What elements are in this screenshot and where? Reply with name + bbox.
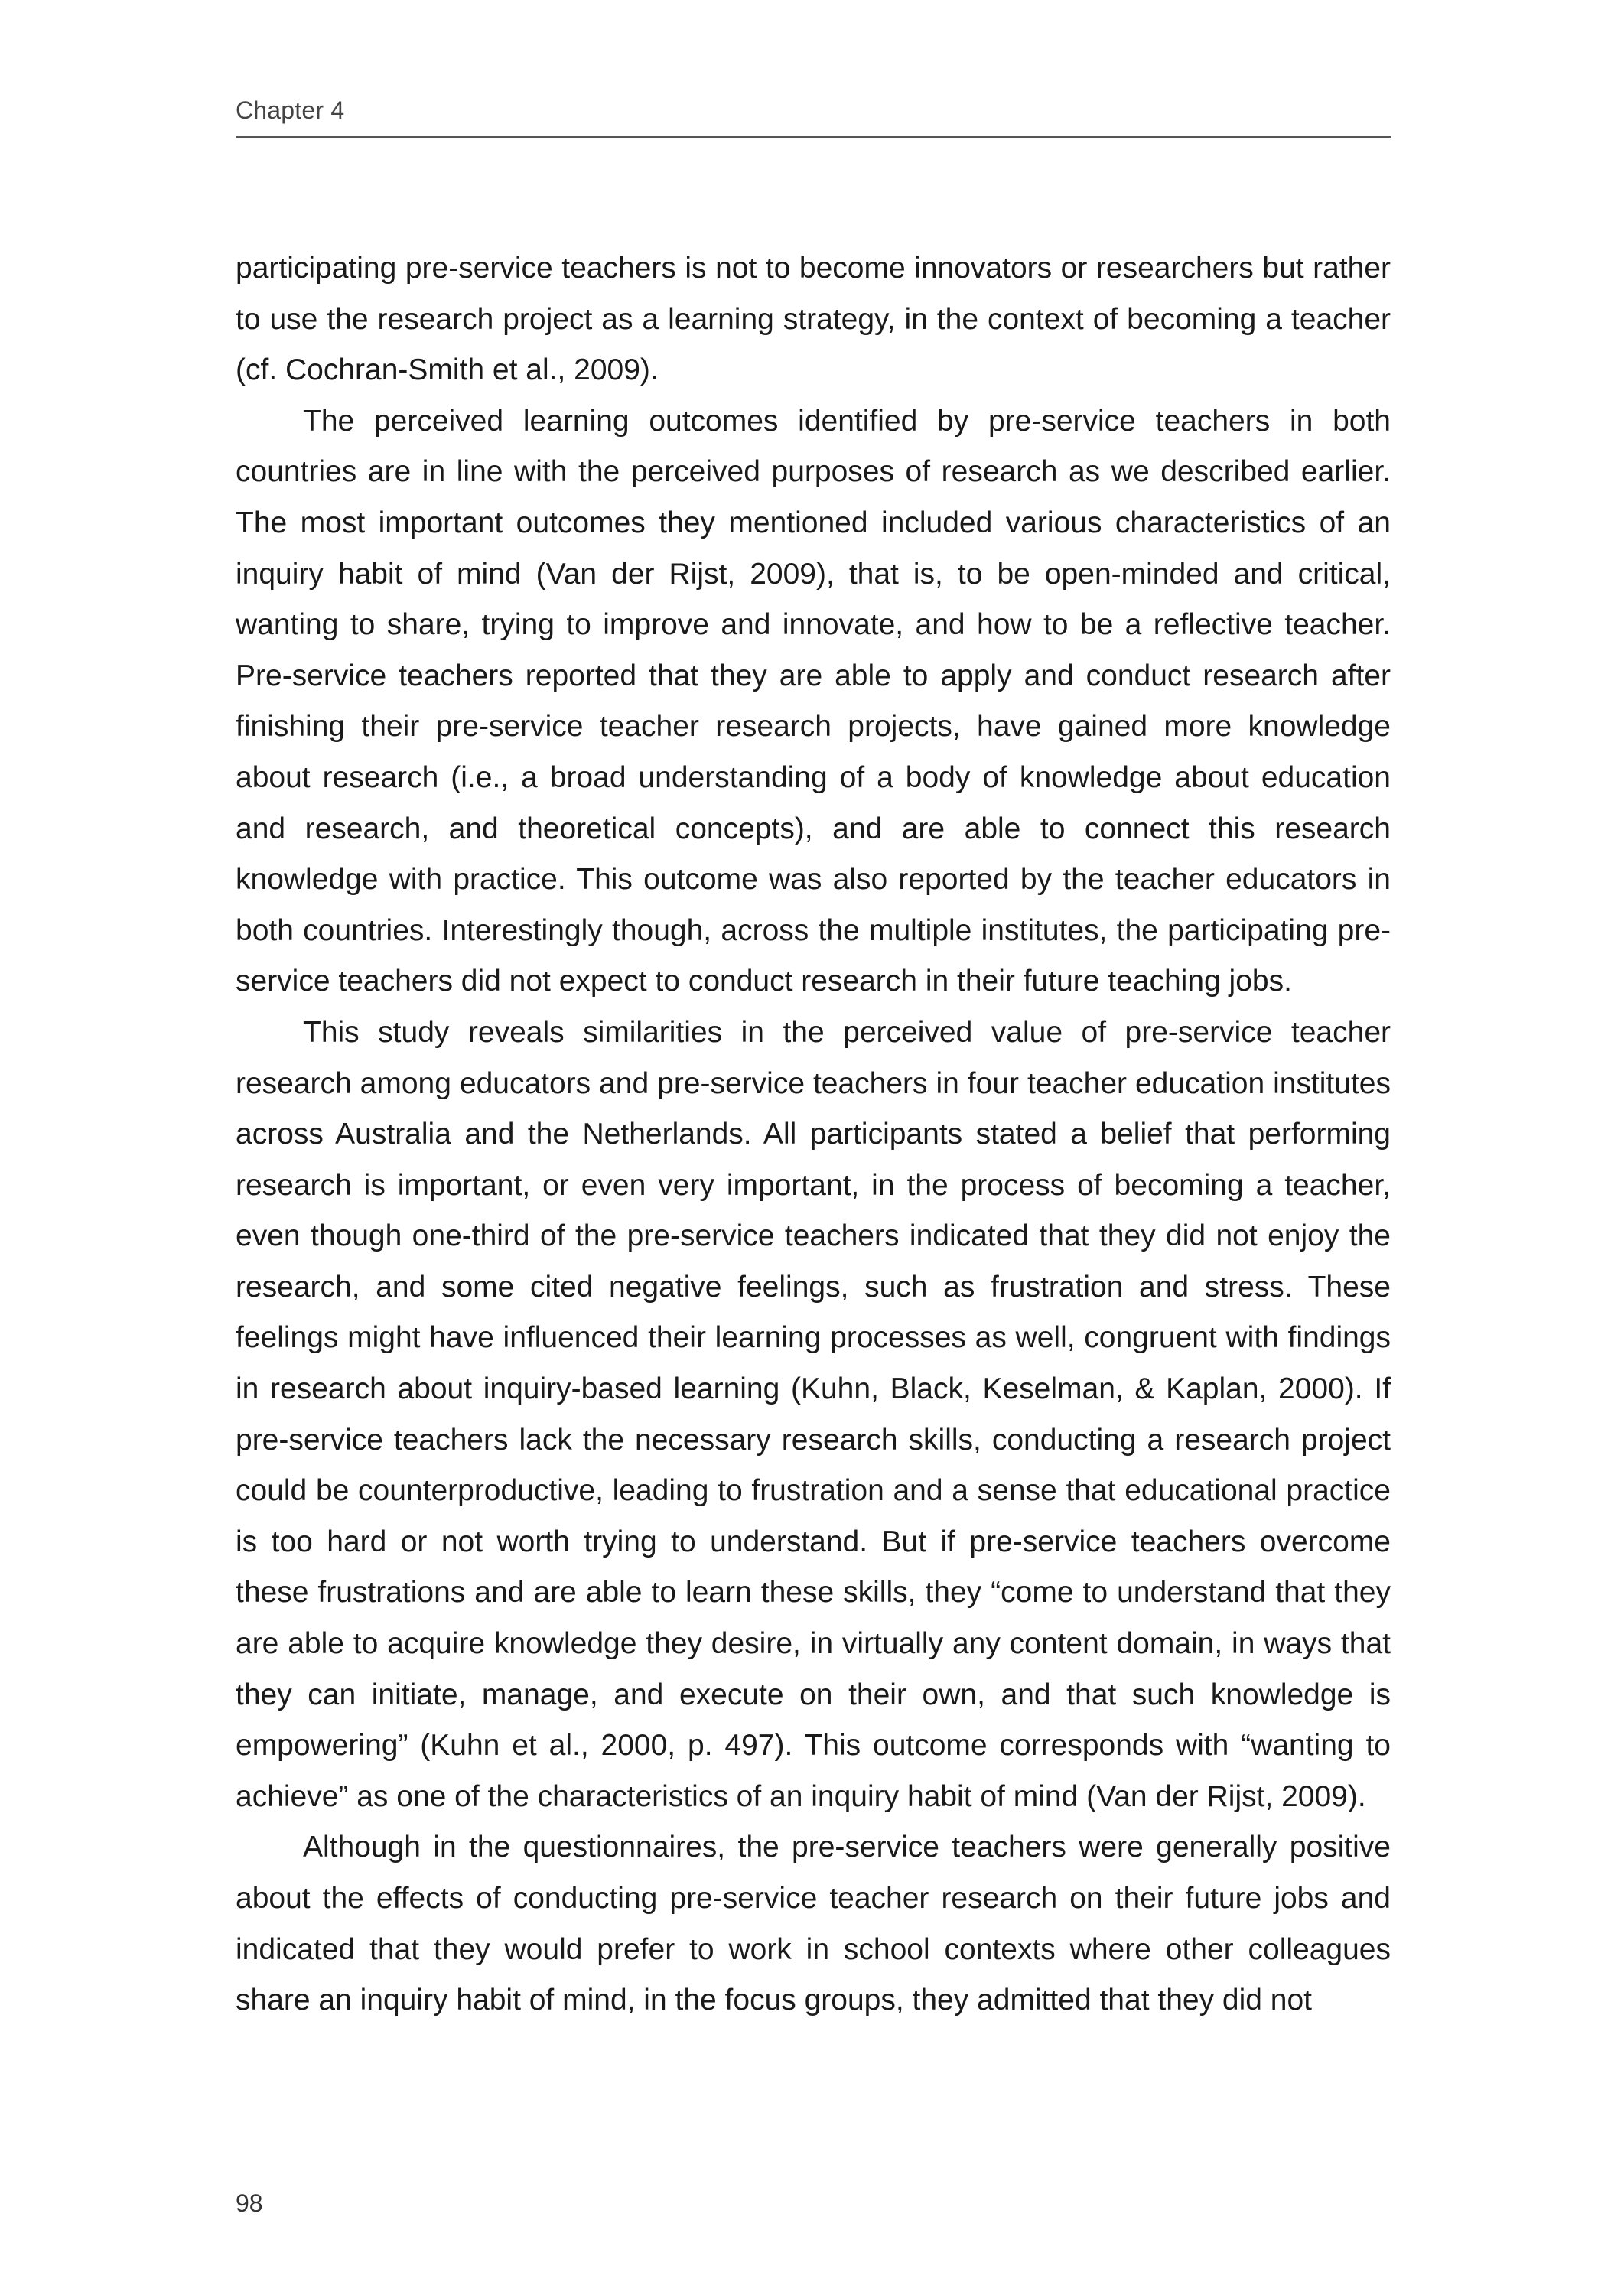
body-text (236, 243, 1391, 2026)
paragraph: The perceived learning outcomes identified by pre-service teachers in both countries are in line with the perceived purposes of research as we described earlier. The most important outcomes they mentioned included various characteristics of an inquiry habit of mind (Van der Rijst, 2009), that is, to be open-minded and critical, wanting to share, trying to improve and innovate, and how to be a reflective teacher. Pre-service teachers reported that they are able to apply and conduct research after finishing their pre-service teacher research projects, have gained more knowledge about research (i.e., a broad understanding of a body of knowledge about education and research, and theoretical concepts), and are able to connect this research knowledge with practice. This outcome was also reported by the teacher educators in both countries. Interestingly though, across the multiple institutes, the participating pre-service teachers did not expect to conduct research in their future teaching jobs. (236, 404, 1391, 998)
page-number: 98 (236, 2189, 263, 2217)
chapter-label: Chapter 4 (236, 96, 345, 124)
paragraph: Although in the questionnaires, the pre-service teachers were generally positive about the effects of conducting pre-service teacher research on their future jobs and indicated that they would prefer to work in school contexts where other colleagues share an inquiry habit of mind, in the focus groups, they admitted that they did not (236, 1831, 1391, 2017)
paragraph-continued: participating pre-service teachers is not to become innovators or researchers but rather to use the research project as a learning strategy, in the context of becoming a teacher (cf. Cochran-Smith et al., 2009). (236, 252, 1391, 387)
paragraph: This study reveals similarities in the perceived value of pre-service teacher research among educators and pre-service teachers in four teacher education institutes across Australia and the Netherlands. All participants stated a belief that performing research is important, or even very important, in the process of becoming a teacher, even though one-third of the pre-service teachers indicated that they did not enjoy the research, and some cited negative feelings, such as frustration and stress. These feelings might have influenced their learning processes as well, congruent with findings in research about inquiry-based learning (Kuhn, Black, Keselman, & Kaplan, 2000). If pre-service teachers lack the necessary research skills, conducting a research project could be counterproductive, leading to frustration and a sense that educational practice is too hard or not worth trying to understand. But if pre-service teachers overcome these frustrations and are able to learn these skills, they “come to understand that they are able to acquire knowledge they desire, in virtually any content domain, in ways that they can initiate, manage, and execute on their own, and that such knowledge is empowering” (Kuhn et al., 2000, p. 497). This outcome corresponds with “wanting to achieve” as one of the characteristics of an inquiry habit of mind (Van der Rijst, 2009). (236, 1015, 1391, 1813)
running-header (236, 96, 1391, 138)
